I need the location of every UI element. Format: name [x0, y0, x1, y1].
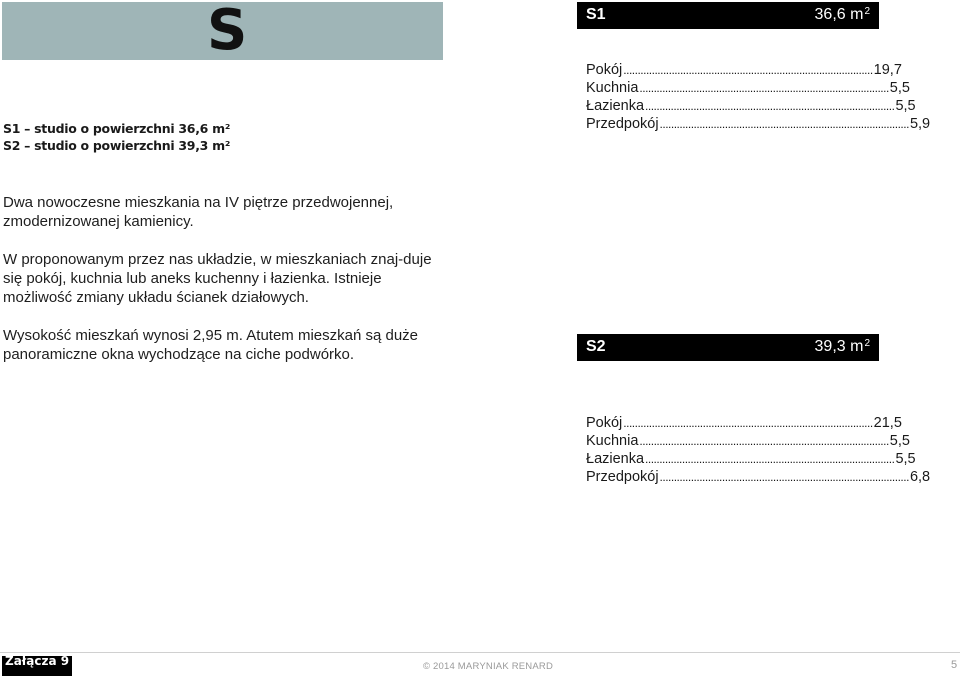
- room-row: Kuchnia ........................................................................................ 5,5: [586, 80, 910, 96]
- unit-header-s1: [577, 2, 879, 29]
- unit-header-s2: [577, 334, 879, 361]
- attachment-label: Załącza 9: [2, 656, 72, 676]
- unit-area: 39,3 $m^2$: [814, 338, 870, 355]
- summary-line-s2: S2 – studio o powierzchni 39,3 m²: [3, 138, 231, 153]
- title-banner: [2, 0, 443, 63]
- room-row: Przedpokój ........................................................................................ 5,9: [586, 116, 931, 132]
- description-paragraph-2: W proponowanym przez nas układzie, w mieszkaniach znaj-duje się pokój, kuchnia lub aneks kuchenny i łazienka. Istnieje możliwość zmiany układu ścianek działowych.: [3, 251, 432, 306]
- description: [3, 193, 448, 383]
- room-row: Pokój ........................................................................................ 19,7: [586, 62, 902, 78]
- room-row: Łazienka ........................................................................................ 5,5: [586, 98, 916, 114]
- summary-line-s1: S1 – studio o powierzchni 36,6 m²: [3, 121, 231, 136]
- room-row: Przedpokój ........................................................................................ 6,8: [586, 469, 931, 485]
- unit-name: S1: [586, 6, 606, 23]
- description-paragraph-3: Wysokość mieszkań wynosi 2,95 m. Atutem mieszkań są duże panoramiczne okna wychodzące na ciche podwórko.: [3, 327, 419, 363]
- footer-divider: [0, 652, 960, 653]
- room-list-s2: [586, 414, 931, 486]
- apartment-summary: [3, 120, 303, 154]
- room-row: Pokój ........................................................................................ 21,5: [586, 415, 902, 431]
- description-paragraph-1: Dwa nowoczesne mieszkania na IV piętrze przedwojennej, zmodernizowanej kamienicy.: [3, 194, 394, 230]
- section-letter: S: [207, 0, 248, 63]
- unit-name: S2: [586, 338, 606, 355]
- room-list-s1: [586, 61, 931, 133]
- unit-area: 36,6 $m^2$: [814, 6, 870, 23]
- room-row: Łazienka ........................................................................................ 5,5: [586, 451, 916, 467]
- copyright: © 2014 MARYNIAK RENARD: [423, 661, 554, 672]
- room-row: Kuchnia ........................................................................................ 5,5: [586, 433, 910, 449]
- page-number: 5: [951, 659, 958, 671]
